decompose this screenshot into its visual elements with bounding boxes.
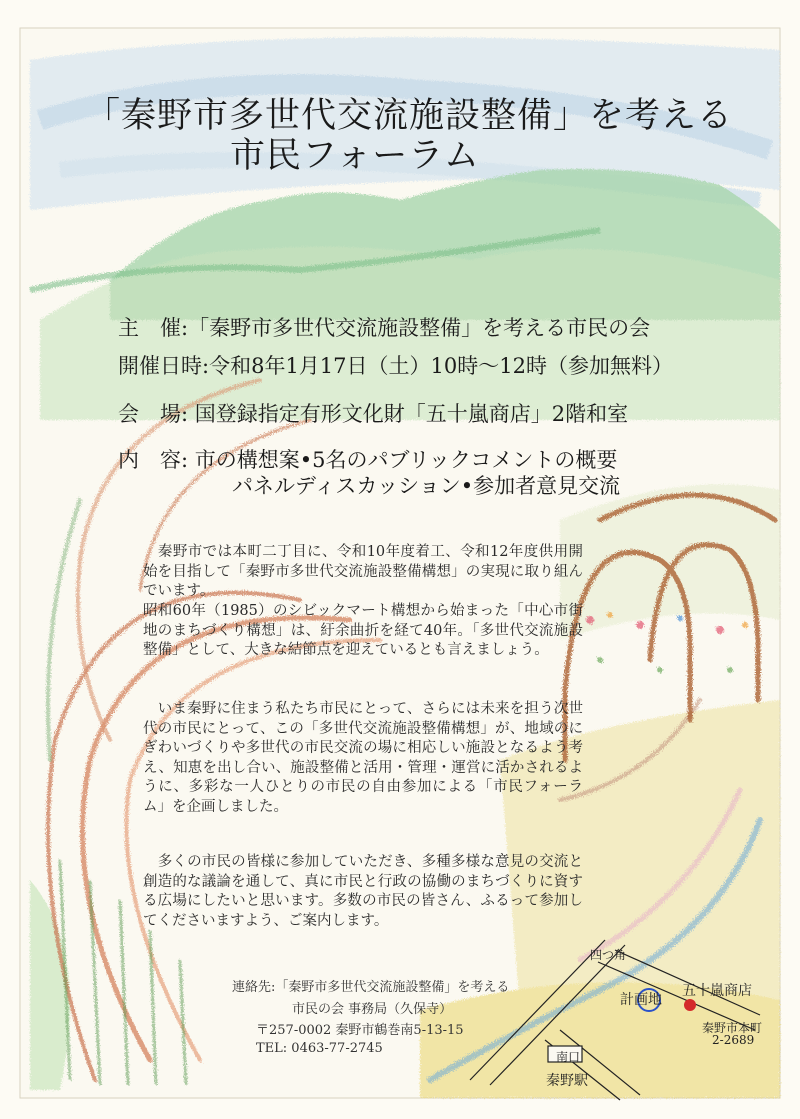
organizer-line	[118, 312, 650, 342]
datetime-line	[118, 350, 673, 380]
venue-label: 会 場:	[118, 402, 189, 426]
contact-line4: TEL: 0463-77-2745	[256, 1041, 383, 1056]
body-paragraph-3: いま秦野に住まう私たち市民にとって、さらには未来を担う次世代の市民にとって、この「多世代交流施設整備構想」が、地域のにぎわいづくりや多世代の市民交流の場に相応しい施設となるよう考え、知恵を出し合い、施設整備と活用・管理・運営に活かされるように、多彩な一人ひとりの市民の自由参加による「市民フォーラム」を企画しました。	[143, 701, 583, 815]
map-label-yotsukado: 四つ角	[590, 948, 627, 962]
map-label-shop: 五十嵐商店	[682, 983, 752, 999]
map-label-address2: 2-2689	[712, 1033, 755, 1047]
map-label-plan-site: 計画地	[620, 992, 662, 1008]
datetime-value: 令和8年1月17日（土）10時～12時（参加無料）	[209, 354, 673, 378]
organizer-value: 「秦野市多世代交流施設整備」を考える市民の会	[188, 316, 651, 340]
title-line1: 「秦野市多世代交流施設整備」を考える	[85, 96, 734, 136]
contact-line1: 連絡先:「秦野市多世代交流施設整備」を考える	[232, 980, 510, 995]
body-paragraph-2: 昭和60年（1985）のシビックマート構想から始まった「中心市街地のまちづくり構想」は、紆余曲折を経て40年。「多世代交流施設整備」として、大きな結節点を迎えているとも言えましょう。	[143, 603, 583, 658]
datetime-label: 開催日時:	[118, 354, 210, 378]
content-value-1: 市の構想案•5名のパブリックコメントの概要	[188, 448, 618, 472]
venue-line	[118, 398, 628, 428]
title-line2: 市民フォーラム	[230, 136, 480, 176]
body-paragraph-4: 多くの市民の皆様に参加していただき、多種多様な意見の交流と創造的な議論を通して、真に市民と行政の協働のまちづくりに資する広場にしたいと思います。多数の市民の皆さん、ふるって参加してくださいますよう、ご案内します。	[143, 854, 583, 929]
venue-value: 国登録指定有形文化財「五十嵐商店」2階和室	[188, 402, 629, 426]
map-label-address1: 秦野市本町	[702, 1021, 763, 1035]
map-label-station: 秦野駅	[546, 1073, 588, 1089]
content-label: 内 容:	[118, 448, 189, 472]
shop-marker	[684, 999, 696, 1011]
map-label-south-exit: 南口	[556, 1050, 581, 1064]
body-paragraph-1: 秦野市では本町二丁目に、令和10年度着工、令和12年度供用開始を目指して「秦野市多世代交流施設整備構想」の実現に取り組んでいます。	[143, 544, 583, 599]
contact-line2: 市民の会 事務局（久保寺）	[292, 1002, 453, 1017]
contact-line3: 〒257-0002 秦野市鶴巻南5-13-15	[256, 1023, 464, 1038]
content-line-2: パネルディスカッション•参加者意見交流	[232, 474, 621, 498]
organizer-label: 主 催:	[118, 316, 189, 340]
